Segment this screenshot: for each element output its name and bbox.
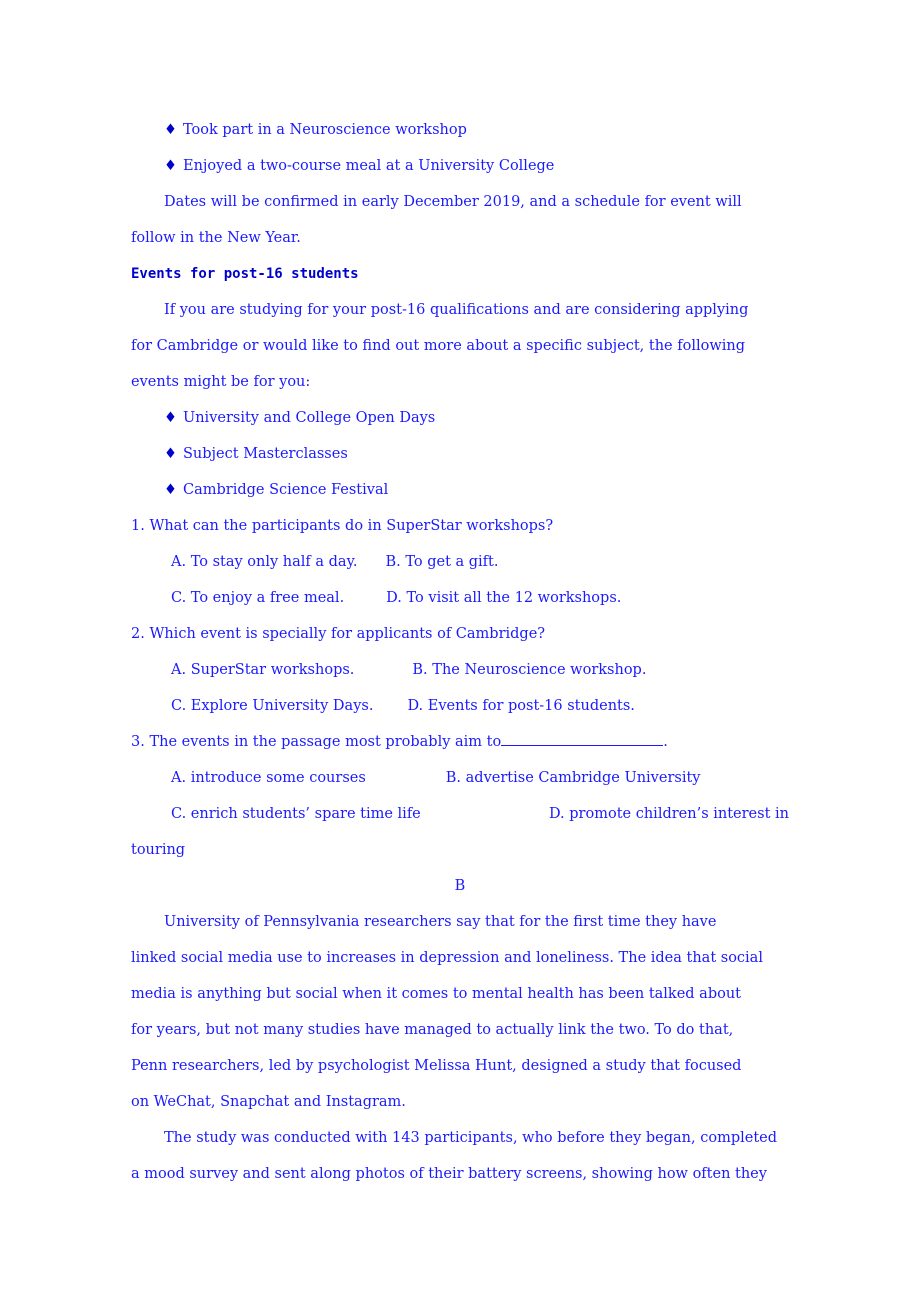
question-stem: 2. Which event is specially for applicants of Cambridge? — [131, 626, 546, 642]
diamond-bullet-icon: ♦ — [164, 482, 177, 498]
paragraph-line: on WeChat, Snapchat and Instagram. — [131, 1094, 406, 1110]
options-row — [131, 760, 789, 796]
option-c: C. To enjoy a free meal. — [171, 590, 345, 606]
option-c: C. enrich students’ spare time life — [171, 806, 421, 822]
option-a: A. SuperStar workshops. — [171, 662, 355, 678]
paragraph-line: linked social media use to increases in depression and loneliness. The idea that social — [131, 950, 763, 966]
paragraph-line: for Cambridge or would like to find out more about a specific subject, the following — [131, 338, 746, 354]
option-a: A. introduce some courses — [171, 770, 366, 786]
options-row — [131, 688, 789, 724]
option-d: D. To visit all the 12 workshops. — [386, 590, 622, 606]
paragraph-line: Dates will be confirmed in early December 2019, and a schedule for event will — [164, 194, 742, 210]
option-continuation: touring — [131, 842, 186, 858]
paragraph-line: The study was conducted with 143 participants, who before they began, completed — [164, 1130, 778, 1146]
options-row — [131, 796, 789, 832]
paragraph-line: events might be for you: — [131, 374, 311, 390]
diamond-bullet-icon: ♦ — [164, 158, 177, 174]
paragraph-line: follow in the New Year. — [131, 230, 301, 246]
answer-blank[interactable] — [501, 731, 663, 746]
diamond-bullet-icon: ♦ — [164, 122, 177, 138]
option-d: D. Events for post-16 students. — [407, 698, 635, 714]
bullet-item: ♦ Took part in a Neuroscience workshop — [164, 122, 467, 138]
question-stem: 1. What can the participants do in SuperStar workshops? — [131, 518, 554, 534]
bullet-item: ♦ University and College Open Days — [164, 410, 436, 426]
section-label: B — [454, 878, 466, 894]
paragraph-line: a mood survey and sent along photos of their battery screens, showing how often they — [131, 1166, 767, 1182]
option-c: C. Explore University Days. — [171, 698, 374, 714]
option-b: B. advertise Cambridge University — [445, 770, 701, 786]
options-row — [131, 544, 789, 580]
bullet-item: ♦ Cambridge Science Festival — [164, 482, 389, 498]
diamond-bullet-icon: ♦ — [164, 446, 177, 462]
paragraph-line: for years, but not many studies have managed to actually link the two. To do that, — [131, 1022, 734, 1038]
option-b: B. To get a gift. — [385, 554, 499, 570]
diamond-bullet-icon: ♦ — [164, 410, 177, 426]
option-a: A. To stay only half a day. — [171, 554, 358, 570]
option-b: B. The Neuroscience workshop. — [412, 662, 647, 678]
bullet-item: ♦ Subject Masterclasses — [164, 446, 348, 462]
options-row — [131, 652, 789, 688]
option-d: D. promote children’s interest in — [548, 806, 789, 822]
bullet-item: ♦ Enjoyed a two-course meal at a University College — [164, 158, 555, 174]
section-heading: Events for post-16 students — [131, 266, 359, 282]
question-stem: 3. The events in the passage most probably aim to . — [131, 724, 789, 760]
paragraph-line: University of Pennsylvania researchers say that for the first time they have — [164, 914, 717, 930]
document-page — [131, 112, 789, 1192]
paragraph-line: If you are studying for your post-16 qualifications and are considering applying — [164, 302, 749, 318]
options-row — [131, 580, 789, 616]
paragraph-line: Penn researchers, led by psychologist Melissa Hunt, designed a study that focused — [131, 1058, 742, 1074]
paragraph-line: media is anything but social when it comes to mental health has been talked about — [131, 986, 742, 1002]
